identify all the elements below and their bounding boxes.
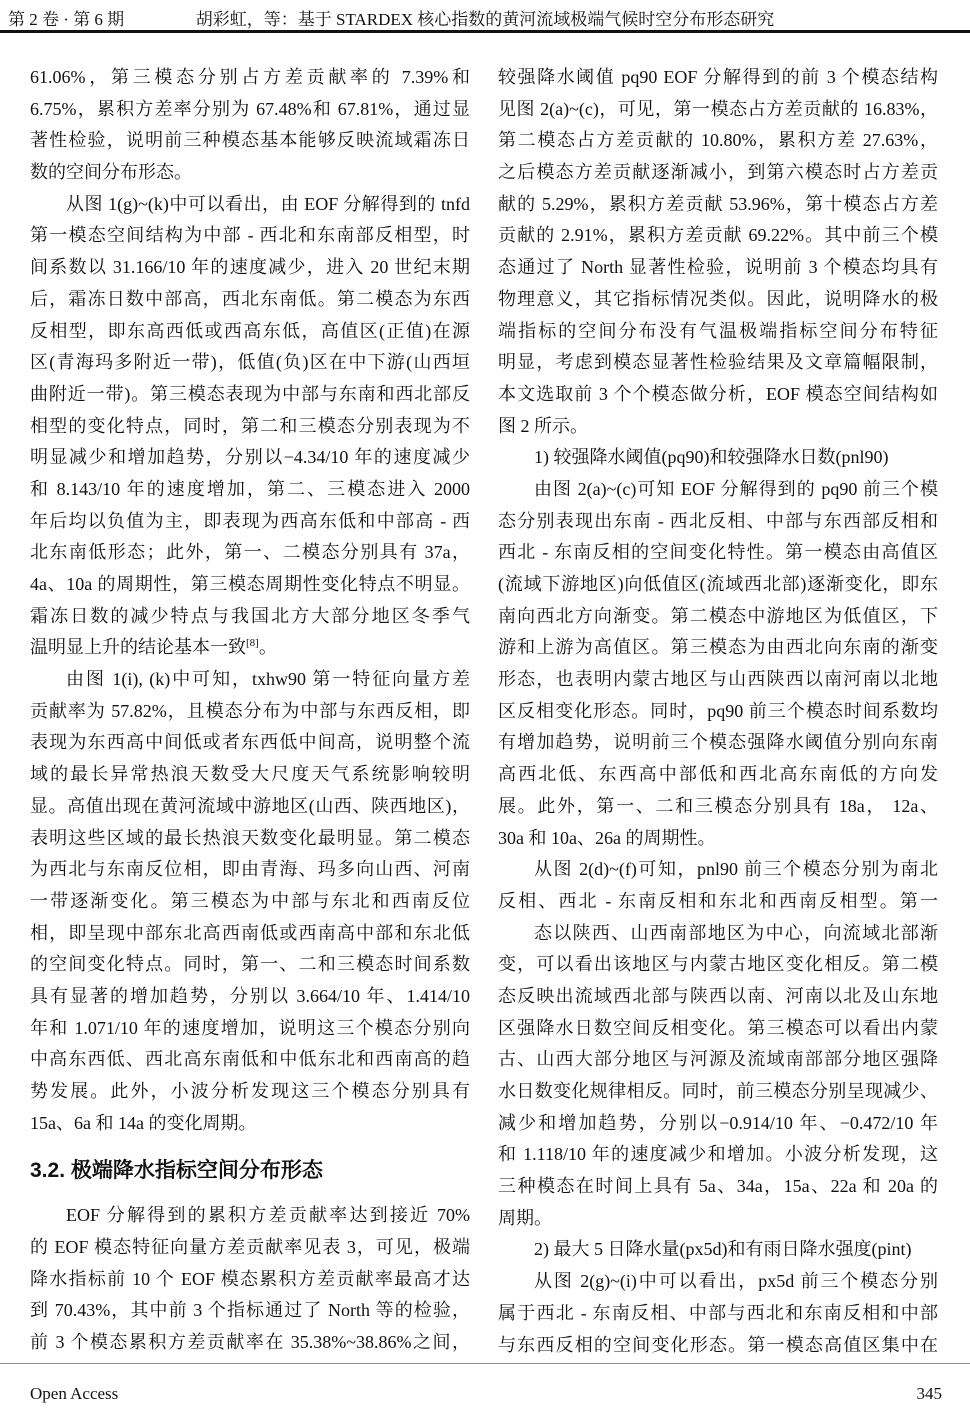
left-text-line-12: 相型的变化特点，同时，第二和三模态分别表现为不 (30, 415, 470, 436)
left-text-line-36: EOF 分解得到的累积方差贡献率达到接近 70% (66, 1205, 470, 1226)
right-text-line-35: 和 1.118/10 年的速度减少和增加。小波分析发现，这 (498, 1144, 938, 1165)
right-text-line-25: 30a 和 10a、26a 的周期性。 (498, 827, 716, 848)
right-text-line-11: 本文选取前 3 个个模态做分析，EOF 模态空间结构如 (498, 383, 938, 404)
right-text-line-37: 周期。 (498, 1207, 552, 1228)
left-text-line-39: 到 70.43%，其中前 3 个指标通过了 North 等的检验， (30, 1300, 470, 1321)
left-text-line-14: 和 8.143/10 年的速度增加，第二、三模态进入 2000 (30, 478, 470, 499)
right-text-line-21: 区反相变化形态。同时，pq90 前三个模态时间系数均 (498, 700, 938, 721)
left-text-line-4: 数的空间分布形态。 (30, 162, 192, 183)
left-text-line-23: 域的最长异常热浪天数受大尺度天气系统影响较明 (30, 764, 470, 785)
right-text-line-12: 图 2 所示。 (498, 415, 588, 436)
left-text-line-33: 势发展。此外，小波分析发现这三个模态分别具有 (30, 1081, 470, 1101)
right-text-line-20: 形态，也表明内蒙古地区与山西陕西以南河南以北地 (498, 669, 938, 690)
left-text-line-26: 为西北与东南反位相，即由青海、玛多向山西、河南 (30, 859, 470, 880)
right-text-line-27: 反相、西北 - 东南反相和东北和西南反相型。第一 (498, 890, 938, 911)
left-text-line-10: 区(青海玛多附近一带)，低值(负)区在中下游(山西垣 (30, 352, 470, 373)
left-text-line-9: 反相型，即东高西低或西高东低，高值区(正值)在源 (30, 320, 470, 341)
page-number: 345 (916, 1384, 942, 1403)
left-text-line-29: 的空间变化特点。同时，第一、二和三模态时间系数 (30, 954, 470, 975)
left-text-line-19: 温明显上升的结论基本一致[8]。 (30, 637, 277, 658)
left-text-line-1: 61.06%，第三模态分别占方差贡献率的 7.39%和 (30, 67, 470, 87)
left-text-line-30: 具有显著的增加趋势，分别以 3.664/10 年、1.414/10 (30, 985, 470, 1006)
right-text-line-8: 物理意义，其它指标情况类似。因此，说明降水的极 (498, 288, 938, 309)
right-text-line-4: 之后模态方差贡献逐渐减小，到第六模态时占方差贡 (498, 162, 938, 183)
right-text-line-30: 态反映出流域西北部与陕西以南、河南以北及山东地 (498, 985, 938, 1006)
right-text-line-17: (流域下游地区)向低值区(流域西北部)逐渐变化，即东 (498, 574, 938, 594)
right-text-line-19: 游和上游为高值区。第三模态为由西北向东南的渐变 (498, 637, 938, 658)
left-text-line-21: 贡献率为 57.82%，且模态分布为中部与东西反相，即 (30, 700, 470, 721)
right-text-line-13: 1) 较强降水阈值(pq90)和较强降水日数(pnl90) (534, 447, 889, 468)
citation-ref: [8] (246, 637, 259, 650)
right-text-line-29: 变，可以看出该地区与内蒙古地区变化相反。第二模 (498, 954, 938, 975)
right-text-line-5: 献的 5.29%，累积方差贡献 53.96%，第十模态占方差 (498, 193, 938, 214)
right-text-line-26: 从图 2(d)~(f)可知，pnl90 前三个模态分别为南北 (534, 859, 938, 880)
right-text-line-15: 态分别表现出东南 - 西北反相、中部与东西部反相和 (498, 510, 938, 531)
right-text-line-28: 态以陕西、山西南部地区为中心，向流域北部渐 (534, 922, 938, 943)
section-heading: 3.2. 极端降水指标空间分布形态 (30, 1159, 323, 1183)
left-text-line-32: 中高东西低、西北高东南低和中低东北和西南高的趋 (30, 1049, 470, 1070)
left-text-line-17: 4a、10a 的周期性，第三模态周期性变化特点不明显。 (30, 574, 470, 594)
left-text-line-18: 霜冻日数的减少特点与我国北方大部分地区冬季气 (30, 605, 470, 626)
right-text-line-3: 第二模态占方差贡献的 10.80%，累积方差 27.63%， (498, 130, 938, 151)
left-text-line-5: 从图 1(g)~(k)中可以看出，由 EOF 分解得到的 tnfd (66, 193, 470, 214)
right-text-line-7: 态通过了 North 显著性检验，说明前 3 个模态均具有 (498, 257, 938, 278)
left-text-line-34: 15a、6a 和 14a 的变化周期。 (30, 1112, 257, 1133)
header-rule (0, 30, 970, 33)
right-text-line-24: 展。此外，第一、二和三模态分别具有 18a， 12a、 (498, 795, 938, 816)
right-text-line-31: 区强降水日数空间反相变化。第三模态可以看出内蒙 (498, 1017, 938, 1038)
right-text-column (498, 62, 938, 1361)
right-text-line-10: 明显，考虑到模态显著性检验结果及文章篇幅限制， (498, 352, 938, 373)
journal-issue-label: 第 2 卷 · 第 6 期 (8, 10, 125, 29)
left-text-line-13: 明显减少和增加趋势，分别以−4.34/10 年的速度减少 (30, 447, 470, 468)
left-text-line-37: 的 EOF 模态特征向量方差贡献率见表 3，可见，极端 (30, 1237, 470, 1258)
right-text-line-22: 有增加趋势，说明前三个模态强降水阈值分别向东南 (498, 732, 938, 753)
right-text-line-38: 2) 最大 5 日降水量(px5d)和有雨日降水强度(pint) (534, 1239, 912, 1260)
left-text-line-20: 由图 1(i), (k)中可知，txhw90 第一特征向量方差 (66, 669, 470, 690)
right-text-line-16: 西北 - 东南反相的空间变化特性。第一模态由高值区 (498, 542, 938, 563)
left-text-column (30, 62, 470, 1359)
running-title: 胡彩虹，等：基于 STARDEX 核心指数的黄河流域极端气候时空分布形态研究 (195, 10, 775, 29)
right-text-line-2: 见图 2(a)~(c)，可见，第一模态占方差贡献的 16.83%， (498, 98, 938, 119)
left-text-line-15: 年后均以负值为主，即表现为西高东低和中部高 - 西 (30, 510, 470, 531)
left-text-line-38: 降水指标前 10 个 EOF 模态累积方差贡献率最高才达 (30, 1268, 470, 1289)
left-text-line-31: 年和 1.071/10 年的速度增加，说明这三个模态分别向 (30, 1017, 470, 1038)
left-text-line-28: 相，即呈现中部东北高西南低或西南高中部和东北低 (30, 922, 470, 943)
page-header (0, 0, 970, 34)
right-text-line-6: 贡献的 2.91%，累积方差贡献 69.22%。其中前三个模 (498, 225, 938, 246)
right-text-line-14: 由图 2(a)~(c)可知 EOF 分解得到的 pq90 前三个模 (534, 478, 938, 499)
right-text-line-34: 减少和增加趋势，分别以−0.914/10 年、−0.472/10 年 (498, 1112, 938, 1133)
footer-rule (0, 1363, 970, 1364)
right-text-line-39: 从图 2(g)~(i)中可以看出，px5d 前三个模态分别 (534, 1271, 938, 1292)
right-text-line-40: 属于西北 - 东南反相、中部与西北和东南反相和中部 (498, 1302, 938, 1323)
left-text-line-3: 著性检验，说明前三种模态基本能够反映流域霜冻日 (30, 130, 470, 151)
right-text-line-9: 端指标的空间分布没有气温极端指标空间分布特征 (498, 320, 938, 341)
right-text-line-32: 古、山西大部分地区与河源及流域南部部分地区强降 (498, 1049, 938, 1070)
right-text-line-23: 高西北低、东西高中部低和西北高东南低的方向发 (498, 764, 938, 785)
left-text-line-8: 后，霜冻日数中部高，西北东南低。第二模态为东西 (30, 288, 470, 309)
left-text-line-2: 6.75%，累积方差率分别为 67.48%和 67.81%，通过显 (30, 98, 470, 119)
left-text-line-11: 曲附近一带)。第三模态表现为中部与东南和西北部反 (30, 383, 470, 404)
left-text-line-27: 一带逐渐变化。第三模态为中部与东北和西南反位 (30, 890, 470, 911)
right-text-line-18: 南向西北方向渐变。第二模态中游地区为低值区，下 (498, 605, 938, 626)
left-text-line-22: 表现为东西高中间低或者东西低中间高，说明整个流 (30, 732, 470, 753)
right-text-line-1: 较强降水阈值 pq90 EOF 分解得到的前 3 个模态结构 (498, 67, 938, 87)
right-text-line-36: 三种模态在时间上具有 5a、34a，15a、22a 和 20a 的 (498, 1176, 938, 1197)
right-text-line-41: 与东西反相的空间变化形态。第一模态高值区集中在 (498, 1334, 938, 1355)
left-text-line-7: 间系数以 31.166/10 年的速度减少，进入 20 世纪末期 (30, 257, 470, 278)
left-text-line-25: 表明这些区域的最长热浪天数变化最明显。第二模态 (30, 827, 470, 848)
open-access-label: Open Access (30, 1384, 119, 1403)
left-text-line-6: 第一模态空间结构为中部 - 西北和东南部反相型，时 (30, 225, 470, 246)
left-text-line-24: 显。高值出现在黄河流域中游地区(山西、陕西地区)， (30, 795, 470, 816)
left-text-line-16: 北东南低形态；此外，第一、二模态分别具有 37a， (30, 542, 470, 563)
left-text-line-40: 前 3 个模态累积方差贡献率在 35.38%~38.86%之间， (30, 1332, 470, 1353)
right-text-line-33: 水日数变化规律相反。同时，前三模态分别呈现减少、 (498, 1081, 938, 1101)
